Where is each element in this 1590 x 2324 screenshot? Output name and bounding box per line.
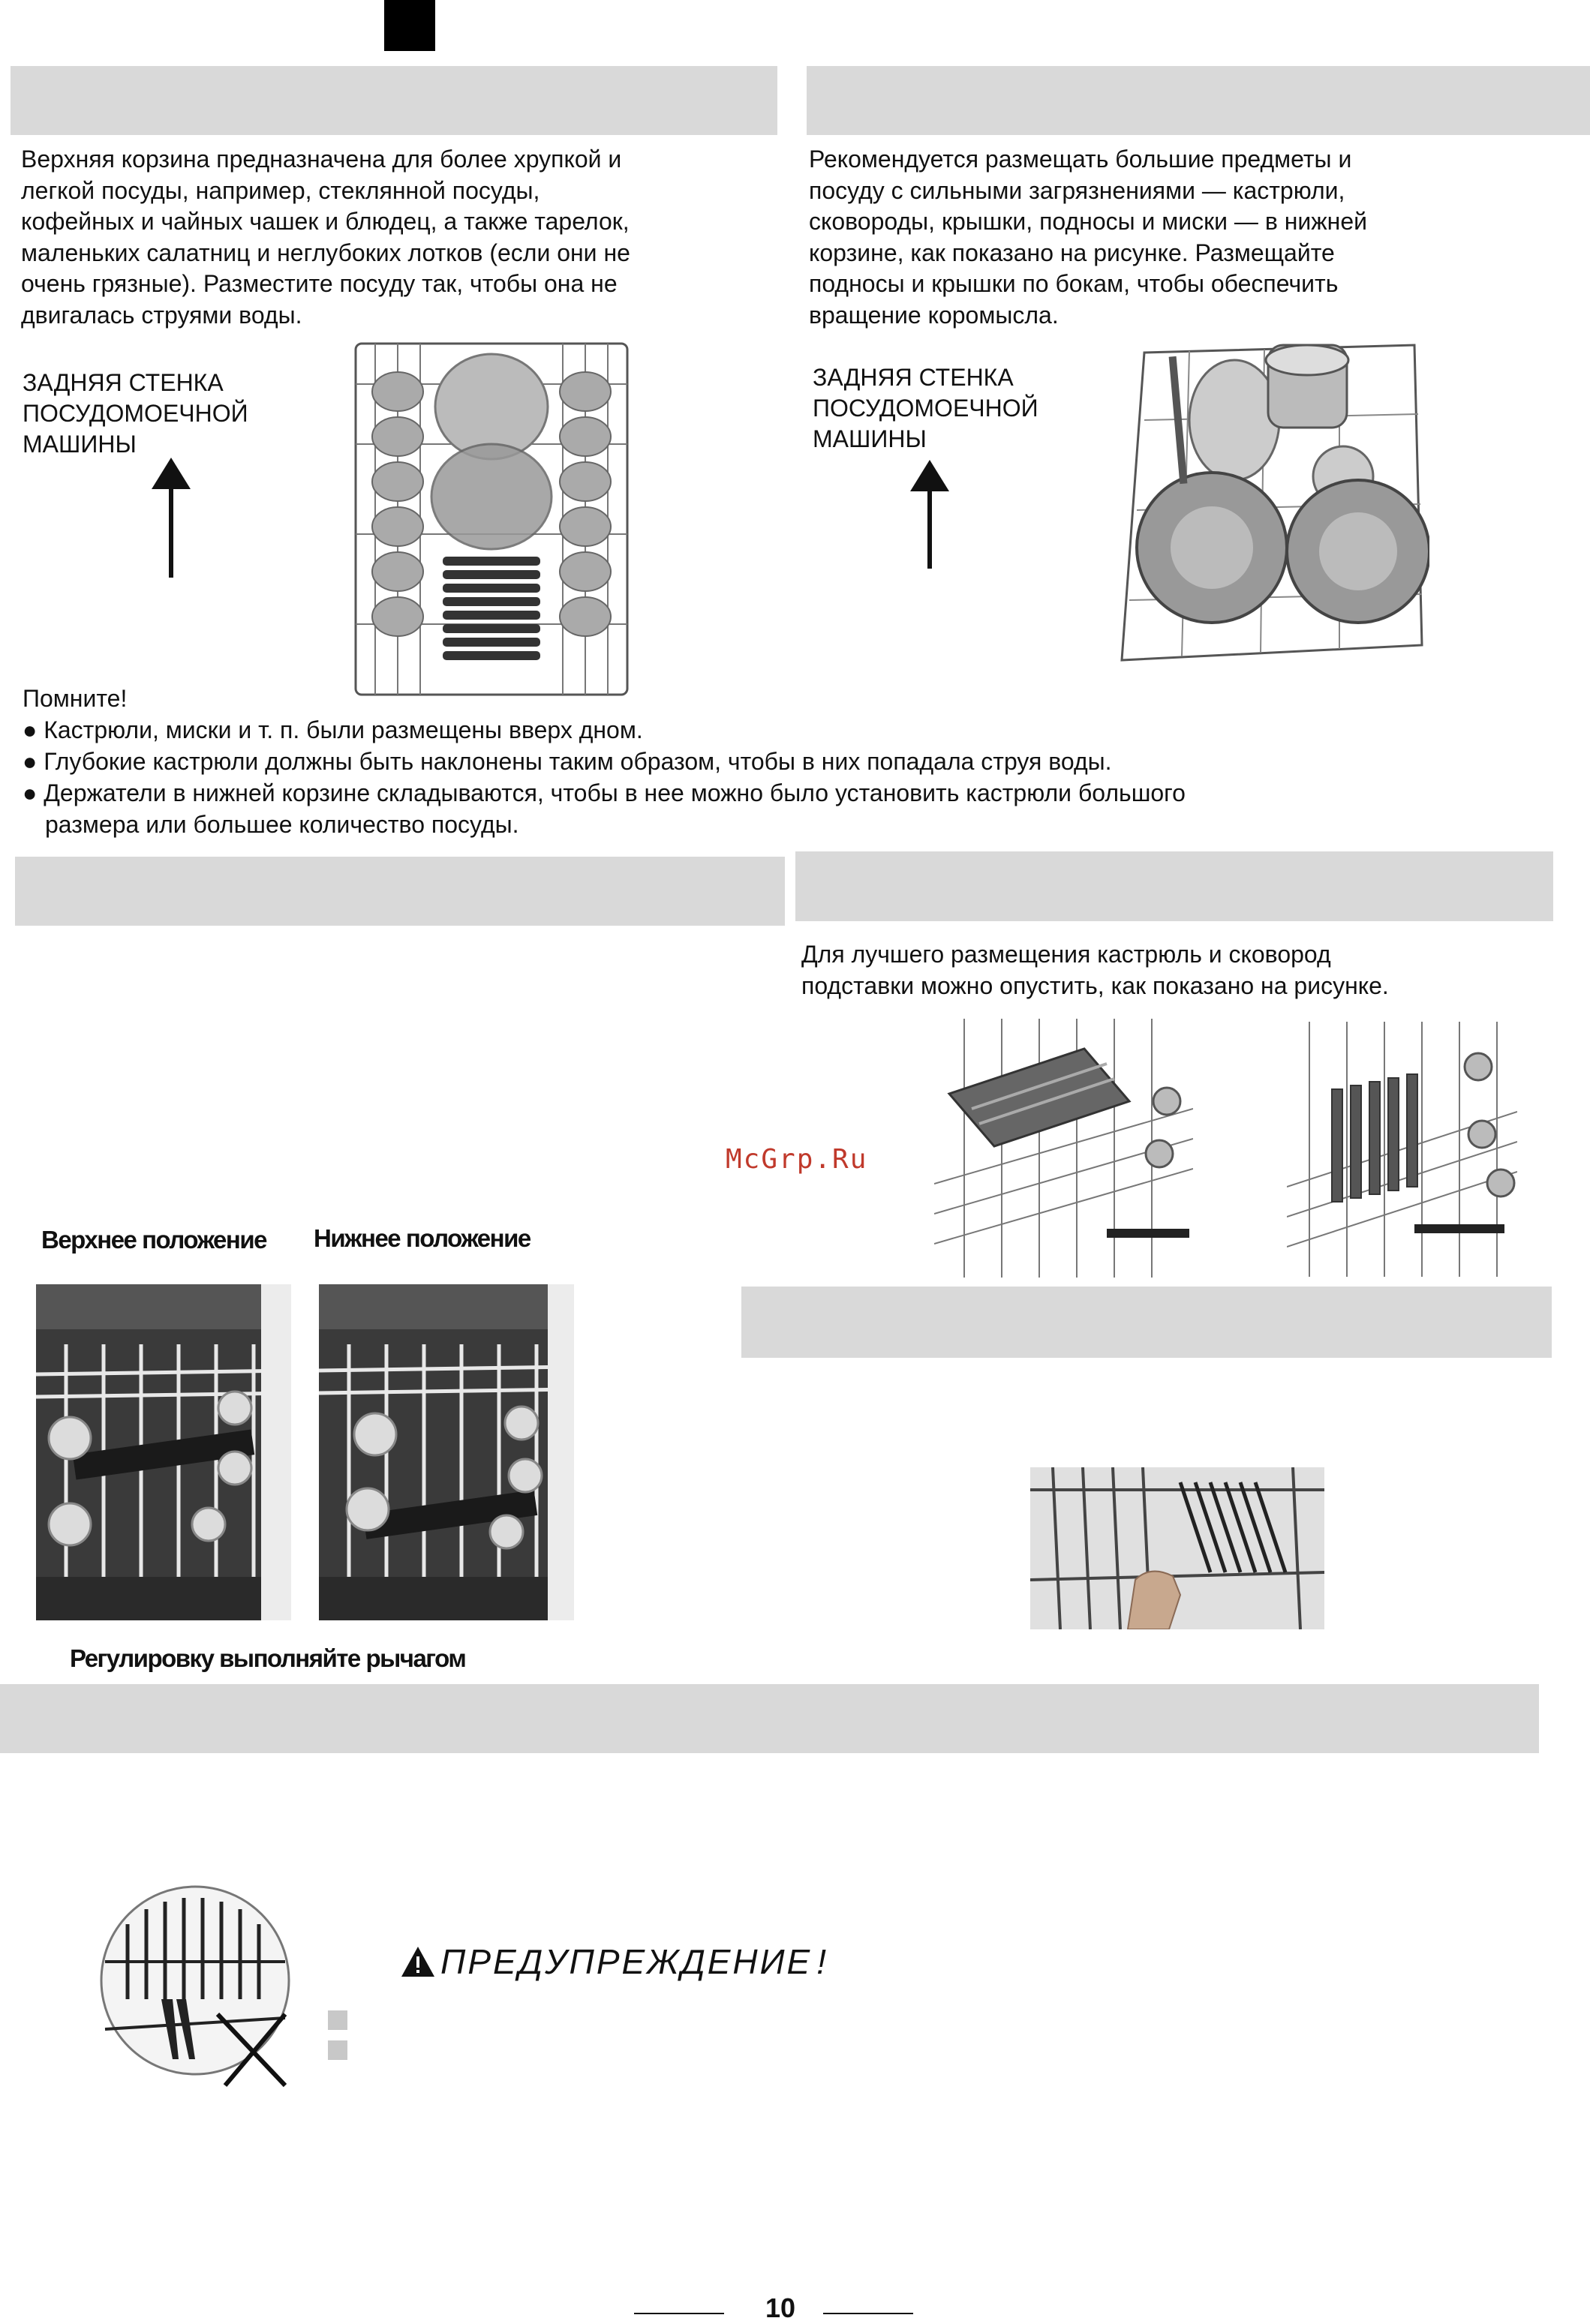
remember-title: Помните! <box>23 685 128 712</box>
back-wall-label-left: ЗАДНЯЯ СТЕНКА ПОСУДОМОЕЧНОЙ МАШИНЫ <box>23 369 248 458</box>
watermark: McGrp.Ru <box>726 1144 868 1175</box>
cutlery-warning-illustration <box>98 1879 315 2089</box>
arrow-up-icon <box>909 460 951 569</box>
list-item: ● Держатели в нижней корзине складываются, чтобы в нее можно было установить кастрюли большого <box>23 779 1186 806</box>
bullet-square-icon <box>328 2010 347 2030</box>
lower-basket-illustration <box>1114 330 1429 675</box>
upper-position-photo <box>36 1284 291 1620</box>
lever-note: Регулировку выполняйте рычагом <box>70 1644 466 1672</box>
list-item: ● Глубокие кастрюли должны быть наклонены таким образом, чтобы в них попадала струя воды. <box>23 748 1112 775</box>
remember-block <box>23 683 1186 840</box>
arrow-up-icon <box>150 458 192 578</box>
section-band-upper-basket <box>11 66 777 135</box>
warning-title: ПРЕДУПРЕЖДЕНИЕ <box>440 1942 813 1981</box>
section-band-cutlery <box>741 1287 1552 1358</box>
warning-exclaim: ! <box>816 1942 827 1981</box>
section-band-adjust-basket <box>15 857 785 926</box>
section-band-folding-racks <box>795 851 1553 921</box>
upper-basket-illustration <box>353 339 630 701</box>
upper-basket-paragraph: Верхняя корзина предназначена для более хрупкой и легкой посуды, например, стеклянной посуды, кофейных и чайных чашек и блюдец, а также тарелок, маленьких салатниц и неглубоких лотков (если они не очень грязные). Разместите посуду так, чтобы она не двигалась струями воды. <box>21 146 630 329</box>
list-item: ● Кастрюли, миски и т. п. были размещены вверх дном. <box>23 716 643 743</box>
bullet-icon: ● <box>23 779 38 806</box>
lower-position-photo <box>319 1284 574 1620</box>
cutlery-rack-photo <box>1030 1467 1324 1629</box>
rack-lowered-illustration <box>1287 1022 1517 1277</box>
lower-basket-paragraph: Рекомендуется размещать большие предметы и посуду с сильными загрязнениями — кастрюли, сковороды, крышки, подносы и миски — в нижней корзине, как показано на рисунке. Размещайте подносы и крышки по бокам, чтобы обеспечить вращение коромысла. <box>809 146 1367 329</box>
bullet-icon: ● <box>23 748 38 775</box>
list-item-continuation: размера или большее количество посуды. <box>45 811 519 838</box>
rack-raised-illustration <box>934 1019 1193 1278</box>
section-band-warning <box>0 1684 1539 1753</box>
back-wall-label-right: ЗАДНЯЯ СТЕНКА ПОСУДОМОЕЧНОЙ МАШИНЫ <box>813 364 1038 452</box>
section-band-lower-basket <box>807 66 1590 135</box>
bullet-square-icon <box>328 2040 347 2060</box>
upper-position-caption: Верхнее положение <box>41 1226 266 1254</box>
lower-position-caption: Нижнее положение <box>314 1224 531 1252</box>
bullet-icon: ● <box>23 716 38 743</box>
page-number: 10 <box>765 2292 796 2323</box>
folding-racks-paragraph: Для лучшего размещения кастрюль и сковород подставки можно опустить, как показано на рисунке. <box>801 941 1389 999</box>
chapter-tab <box>384 0 435 51</box>
footer-rule-left <box>634 2313 724 2314</box>
footer-rule-right <box>823 2313 913 2314</box>
warning-triangle-icon <box>400 1945 436 1978</box>
warning-heading <box>400 1941 826 1982</box>
